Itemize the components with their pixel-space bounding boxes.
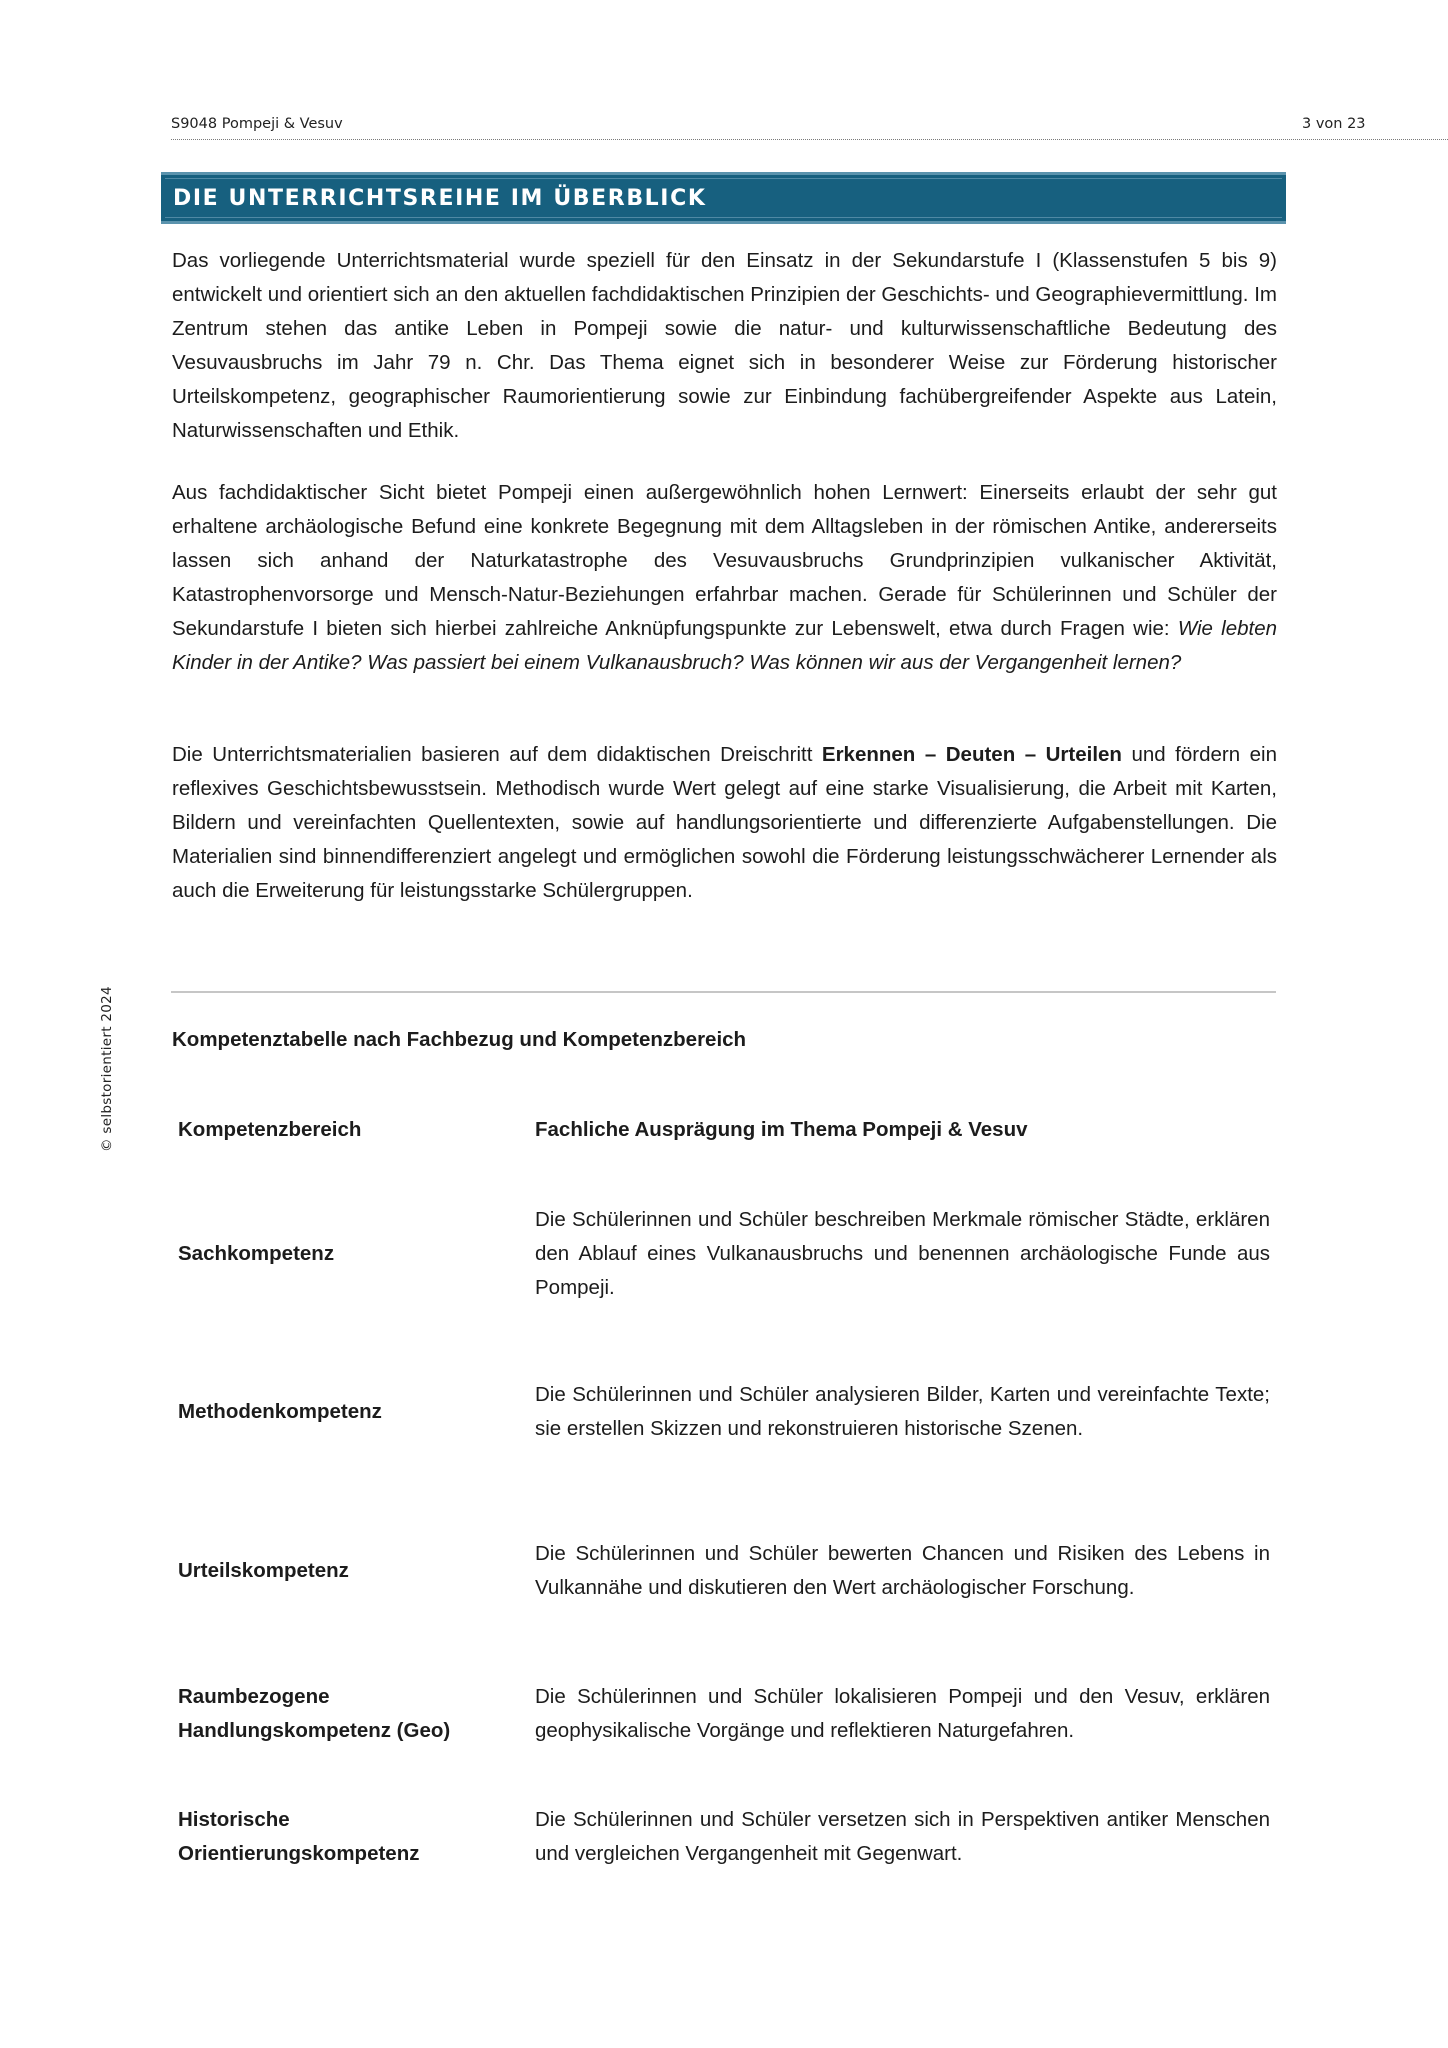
page-number: 3 von 23 <box>1302 116 1366 132</box>
section-title: DIE UNTERRICHTSREIHE IM ÜBERBLICK <box>173 185 707 211</box>
table-row <box>178 1803 1270 1871</box>
paragraph-text: und fördern ein reflexives Geschichtsbewusstsein. Methodisch wurde Wert gelegt auf eine starke Visualisierung, die Arbeit mit Karten, Bildern und vereinfachten Quellentexten, sowie auf handlungsorientierte und differenzierte Aufgabenstellungen. Die Materialien sind binnendifferenziert angelegt und ermöglichen sowohl die Förderung leistungsschwächerer Lernender als auch die Erweiterung für leistungsstarke Schülergruppen. <box>172 743 1277 902</box>
table-title: Kompetenztabelle nach Fachbezug und Kompetenzbereich <box>172 1028 747 1051</box>
competence-description: Die Schülerinnen und Schüler versetzen sich in Perspektiven antiker Menschen und vergleichen Vergangenheit mit Gegenwart. <box>535 1808 1270 1865</box>
section-divider <box>171 991 1276 993</box>
document-title: S9048 Pompeji & Vesuv <box>171 116 343 132</box>
paragraph-text: Die Unterrichtsmaterialien basieren auf dem didaktischen Dreischritt <box>172 743 822 766</box>
column-header-area: Kompetenzbereich <box>178 1118 362 1141</box>
competence-area: Methodenkompetenz <box>178 1400 382 1423</box>
copyright-note: © selbstorientiert 2024 <box>99 986 115 1152</box>
guiding-questions: Wie lebten Kinder in der Antike? Was passiert bei einem Vulkanausbruch? Was können wir aus der Vergangenheit lernen? <box>172 617 1277 674</box>
page-header <box>171 116 1448 140</box>
competence-area: Raumbezogene Handlungskompetenz (Geo) <box>178 1685 451 1742</box>
column-header-description: Fachliche Ausprägung im Thema Pompeji & Vesuv <box>535 1118 1028 1141</box>
competence-description: Die Schülerinnen und Schüler analysieren Bilder, Karten und vereinfachte Texte; sie erstellen Skizzen und rekonstruieren historische Szenen. <box>535 1383 1270 1440</box>
table-row <box>178 1203 1270 1305</box>
paragraph-text: Aus fachdidaktischer Sicht bietet Pompeji einen außergewöhnlich hohen Lernwert: Einerseits erlaubt der sehr gut erhaltene archäologische Befund eine konkrete Begegnung mit dem Alltagsleben in der römischen Antike, andererseits lassen sich anhand der Naturkatastrophe des Vesuvausbruchs Grundprinzipien vulkanischer Aktivität, Katastrophenvorsorge und Mensch-Natur-Beziehungen erfahrbar machen. Gerade für Schülerinnen und Schüler der Sekundarstufe I bieten sich hierbei zahlreiche Anknüpfungspunkte zur Lebenswelt, etwa durch Fragen wie: <box>172 481 1277 640</box>
competence-area: Urteilskompetenz <box>178 1559 349 1582</box>
competence-description: Die Schülerinnen und Schüler lokalisieren Pompeji und den Vesuv, erklären geophysikalische Vorgänge und reflektieren Naturgefahren. <box>535 1685 1270 1742</box>
competence-area: Historische Orientierungskompetenz <box>178 1808 420 1865</box>
table-header-row <box>178 1113 1270 1147</box>
didactic-value-paragraph <box>172 476 1277 680</box>
competence-area: Sachkompetenz <box>178 1242 335 1265</box>
intro-paragraph: Das vorliegende Unterrichtsmaterial wurde speziell für den Einsatz in der Sekundarstufe I (Klassenstufen 5 bis 9) entwickelt und orientiert sich an den aktuellen fachdidaktischen Prinzipien der Geschichts- und Geographievermittlung. Im Zentrum stehen das antike Leben in Pompeji sowie die natur- und kulturwissenschaftliche Bedeutung des Vesuvausbruchs im Jahr 79 n. Chr. Das Thema eignet sich in besonderer Weise zur Förderung historischer Urteilskompetenz, geographischer Raumorientierung sowie zur Einbindung fachübergreifender Aspekte aus Latein, Naturwissenschaften und Ethik. <box>172 249 1277 442</box>
table-row <box>178 1680 1270 1748</box>
three-step-method: Erkennen – Deuten – Urteilen <box>821 743 1122 766</box>
table-row <box>178 1361 1270 1463</box>
competence-description: Die Schülerinnen und Schüler beschreiben Merkmale römischer Städte, erklären den Ablauf eines Vulkanausbruchs und benennen archäologische Funde aus Pompeji. <box>535 1208 1270 1299</box>
competence-description: Die Schülerinnen und Schüler bewerten Chancen und Risiken des Lebens in Vulkannähe und diskutieren den Wert archäologischer Forschung. <box>535 1542 1270 1599</box>
table-row <box>178 1520 1270 1622</box>
section-banner <box>161 172 1286 224</box>
method-paragraph <box>172 738 1277 908</box>
